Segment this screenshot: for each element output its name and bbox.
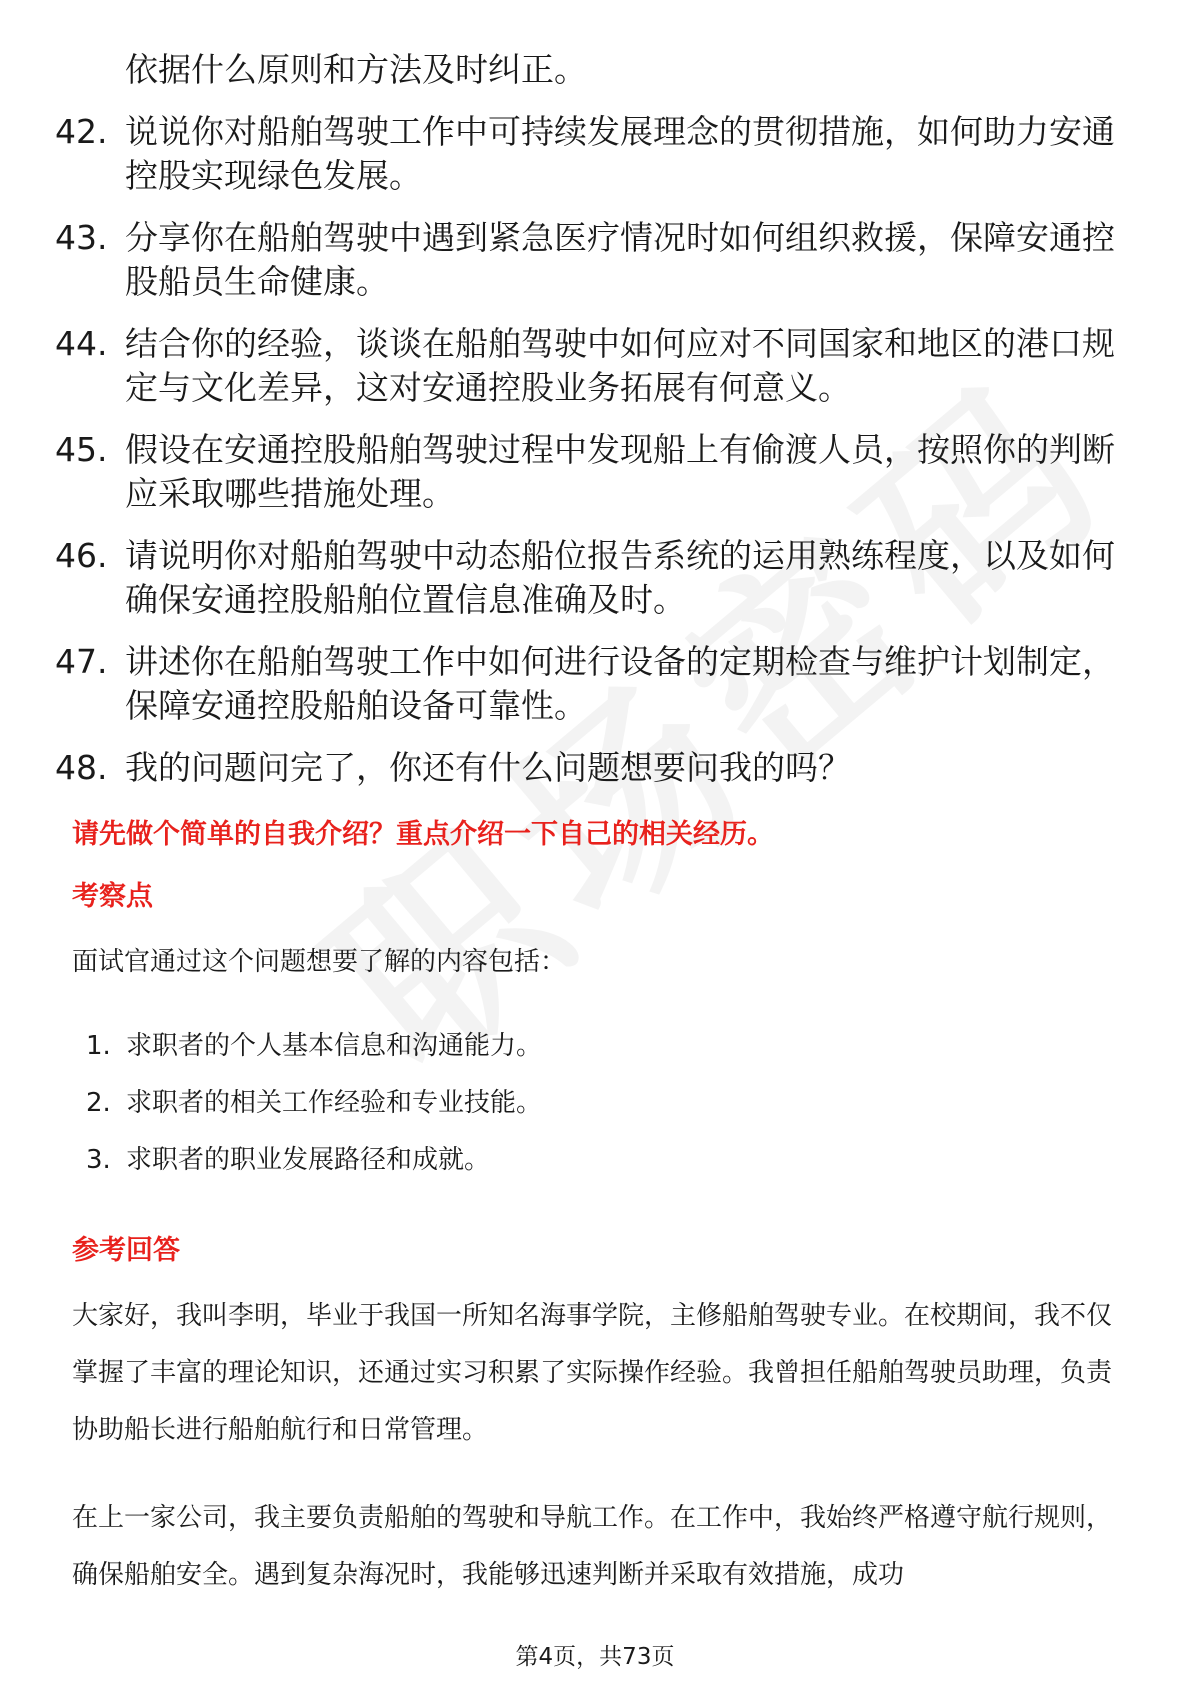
answer-paragraph-1: 大家好，我叫李明，毕业于我国一所知名海事学院，主修船舶驾驶专业。在校期间，我不仅掌握了丰富的理论知识，还通过实习积累了实际操作经验。我曾担任船舶驾驶员助理，负责协助船长进行船舶航行和日常管理。 <box>72 1301 1113 1445</box>
focus-list <box>86 1018 1086 1189</box>
question-item-47 <box>55 640 1135 728</box>
question-item-45 <box>55 428 1135 516</box>
list-text: 求职者的个人基本信息和沟通能力。 <box>126 1031 543 1061</box>
question-item-cont <box>55 48 1135 92</box>
answer-paragraph-2: 在上一家公司，我主要负责船舶的驾驶和导航工作。在工作中，我始终严格遵守航行规则，确保船舶安全。遇到复杂海况时，我能够迅速判断并采取有效措施，成功 <box>72 1503 1113 1590</box>
list-item <box>86 1075 1086 1132</box>
question-number: 45. <box>55 430 108 469</box>
question-list <box>55 0 1135 808</box>
highlight-question: 请先做个简单的自我介绍？重点介绍一下自己的相关经历。 <box>72 819 774 850</box>
question-number: 47. <box>55 642 108 681</box>
focus-intro: 面试官通过这个问题想要了解的内容包括： <box>72 947 567 977</box>
section-heading-answer: 参考回答 <box>72 1235 180 1266</box>
question-number: 44. <box>55 324 108 363</box>
question-text: 我的问题问完了，你还有什么问题想要问我的吗？ <box>125 748 851 787</box>
question-item-44 <box>55 322 1135 410</box>
list-number: 1. <box>86 1031 111 1061</box>
question-text: 假设在安通控股船舶驾驶过程中发现船上有偷渡人员，按照你的判断应采取哪些措施处理。 <box>125 430 1115 513</box>
page-footer: 第4页，共73页 <box>515 1644 675 1670</box>
list-text: 求职者的职业发展路径和成就。 <box>126 1145 491 1175</box>
list-item <box>86 1018 1086 1075</box>
list-item <box>86 1132 1086 1189</box>
question-text: 分享你在船舶驾驶中遇到紧急医疗情况时如何组织救援，保障安通控股船员生命健康。 <box>125 218 1115 301</box>
question-number: 46. <box>55 536 108 575</box>
question-text: 讲述你在船舶驾驶工作中如何进行设备的定期检查与维护计划制定，保障安通控股船舶设备可靠性。 <box>125 642 1115 725</box>
list-text: 求职者的相关工作经验和专业技能。 <box>126 1088 543 1118</box>
question-number: 42. <box>55 112 108 151</box>
question-item-42 <box>55 110 1135 198</box>
section-heading-focus: 考察点 <box>72 881 153 912</box>
question-text: 说说你对船舶驾驶工作中可持续发展理念的贯彻措施，如何助力安通控股实现绿色发展。 <box>125 112 1115 195</box>
question-text: 依据什么原则和方法及时纠正。 <box>125 50 587 89</box>
question-item-43 <box>55 216 1135 304</box>
question-number: 48. <box>55 748 108 787</box>
question-item-48 <box>55 746 1135 790</box>
question-item-46 <box>55 534 1135 622</box>
list-number: 3. <box>86 1145 111 1175</box>
question-text: 结合你的经验，谈谈在船舶驾驶中如何应对不同国家和地区的港口规定与文化差异，这对安通控股业务拓展有何意义。 <box>125 324 1115 407</box>
list-number: 2. <box>86 1088 111 1118</box>
question-number: 43. <box>55 218 108 257</box>
question-text: 请说明你对船舶驾驶中动态船位报告系统的运用熟练程度，以及如何确保安通控股船舶位置信息准确及时。 <box>125 536 1115 619</box>
